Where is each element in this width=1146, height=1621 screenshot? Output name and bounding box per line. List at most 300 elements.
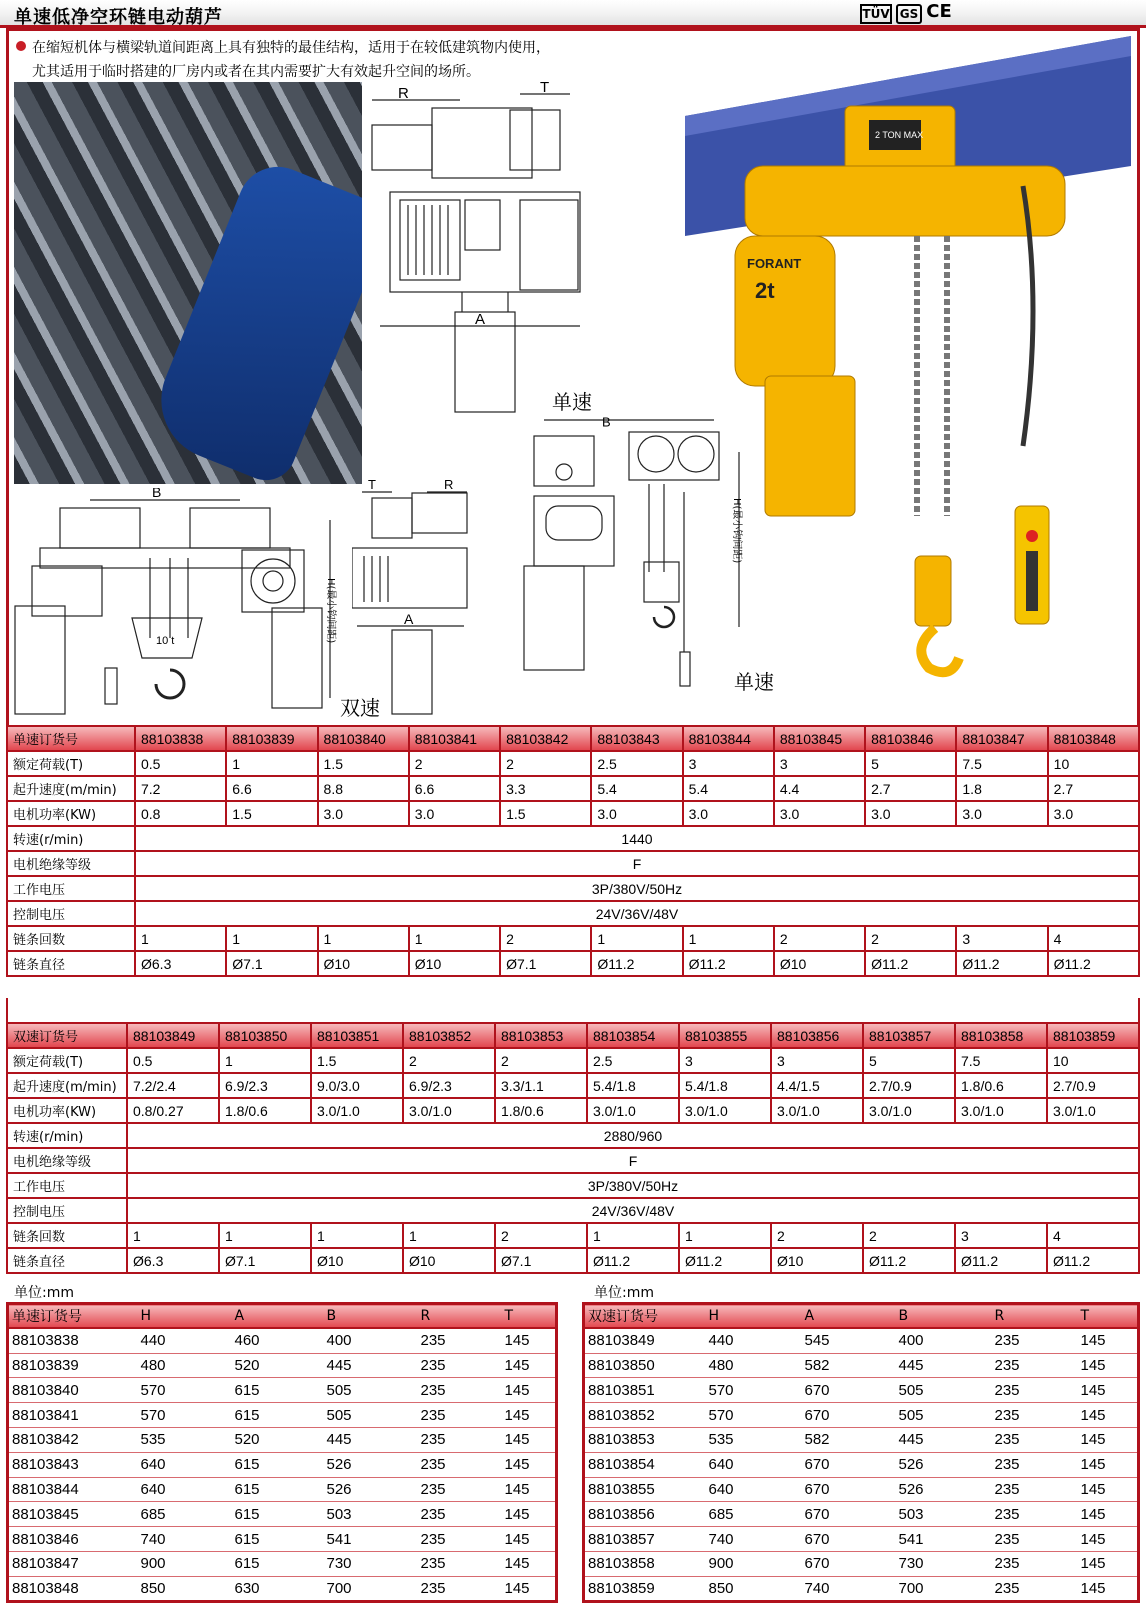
table-cell: 1: [679, 1223, 771, 1248]
row-label: 工作电压: [7, 1173, 127, 1198]
table-cell: 3.0: [409, 801, 500, 826]
row-label: 起升速度(m/min): [7, 1073, 127, 1098]
dim-label-h-left: H(最小钩间距): [325, 578, 336, 644]
table-cell: 570: [138, 1378, 232, 1403]
table-row: [7, 1223, 1139, 1248]
table-cell: Ø10: [403, 1248, 495, 1273]
table-cell: Ø11.2: [679, 1248, 771, 1273]
table-cell: 1.5: [318, 751, 409, 776]
table-cell: 445: [896, 1427, 992, 1452]
dim-label-r-mid: R: [444, 478, 454, 492]
table-row: [7, 826, 1139, 851]
table-cell: 460: [232, 1328, 324, 1353]
row-label: 转速(r/min): [7, 1123, 127, 1148]
single-speed-spec-table: [6, 725, 1140, 977]
table-row: [584, 1551, 1139, 1576]
table-cell: Ø7.1: [219, 1248, 311, 1273]
table-row: [584, 1477, 1139, 1502]
table-cell: 8.8: [318, 776, 409, 801]
table-cell: 3.0: [683, 801, 774, 826]
table-cell: 440: [706, 1328, 802, 1353]
table-cell: 670: [802, 1477, 896, 1502]
table-cell: 2: [495, 1223, 587, 1248]
table-cell: 6.9/2.3: [219, 1073, 311, 1098]
table-cell: 88103838: [135, 726, 226, 751]
table-cell: 88103838: [8, 1328, 138, 1353]
column-header: R: [992, 1304, 1078, 1329]
table-cell: 2: [495, 1048, 587, 1073]
table-cell: 730: [896, 1551, 992, 1576]
table-cell: 4.4/1.5: [771, 1073, 863, 1098]
table-cell: 505: [896, 1378, 992, 1403]
table-row: [7, 801, 1139, 826]
table-cell: Ø10: [774, 951, 865, 976]
table-row: [584, 1427, 1139, 1452]
table-cell: 235: [418, 1477, 502, 1502]
table-cell: 235: [418, 1353, 502, 1378]
table-cell: 145: [502, 1527, 557, 1552]
table-cell: 235: [992, 1551, 1078, 1576]
table-cell: 7.5: [955, 1048, 1047, 1073]
bullet-icon: [16, 41, 26, 51]
table-cell: 5: [865, 751, 956, 776]
table-cell: 1.5: [226, 801, 317, 826]
table-cell: 5.4: [591, 776, 682, 801]
table-cell: 88103846: [865, 726, 956, 751]
table-cell: 88103849: [127, 1023, 219, 1048]
table-cell: F: [135, 851, 1139, 876]
table-cell: 3.3/1.1: [495, 1073, 587, 1098]
table-cell: 3.0/1.0: [311, 1098, 403, 1123]
table-cell: 0.8: [135, 801, 226, 826]
single-speed-dimension-table: [6, 1302, 558, 1603]
table-cell: 526: [324, 1477, 418, 1502]
table-cell: 235: [418, 1328, 502, 1353]
hoist-product-image: [685, 36, 1131, 696]
table-cell: 88103840: [8, 1378, 138, 1403]
table-cell: 145: [1078, 1403, 1139, 1428]
dim-label-b-left: B: [152, 488, 162, 500]
table-row: [8, 1452, 557, 1477]
table-cell: 88103839: [8, 1353, 138, 1378]
column-header: B: [324, 1304, 418, 1329]
table-cell: 1: [219, 1048, 311, 1073]
column-header: 双速订货号: [584, 1304, 706, 1329]
table-cell: Ø11.2: [591, 951, 682, 976]
row-label: 链条回数: [7, 1223, 127, 1248]
table-cell: 740: [138, 1527, 232, 1552]
table-cell: 145: [502, 1427, 557, 1452]
table-cell: 88103854: [587, 1023, 679, 1048]
row-label: 额定荷载(T): [7, 1048, 127, 1073]
row-label: 电机绝缘等级: [7, 851, 135, 876]
table-cell: 145: [1078, 1551, 1139, 1576]
dim-label-b-right: B: [602, 414, 611, 430]
table-cell: 850: [138, 1576, 232, 1601]
table-cell: 235: [418, 1427, 502, 1452]
table-cell: 145: [1078, 1427, 1139, 1452]
row-label: 工作电压: [7, 876, 135, 901]
table-cell: 670: [802, 1378, 896, 1403]
table-cell: 520: [232, 1353, 324, 1378]
row-label: 控制电压: [7, 1198, 127, 1223]
table-cell: 88103848: [1048, 726, 1139, 751]
table-cell: 3.0/1.0: [863, 1098, 955, 1123]
table-cell: 88103844: [8, 1477, 138, 1502]
table-cell: 145: [1078, 1502, 1139, 1527]
table-cell: 88103849: [584, 1328, 706, 1353]
double-speed-drawing: [10, 488, 350, 720]
table-row: [584, 1576, 1139, 1601]
table-cell: 640: [138, 1477, 232, 1502]
page-title: 单速低净空环链电动葫芦: [14, 7, 223, 28]
dim-label-h-right: H(最小钩间距): [731, 498, 742, 564]
table-row: [7, 1173, 1139, 1198]
table-cell: 145: [502, 1403, 557, 1428]
table-row: [7, 751, 1139, 776]
table-cell: 0.5: [135, 751, 226, 776]
table-cell: 505: [324, 1403, 418, 1428]
column-header: R: [418, 1304, 502, 1329]
table-cell: 1: [683, 926, 774, 951]
table-cell: 88103842: [500, 726, 591, 751]
table-row: [8, 1328, 557, 1353]
table-row: [7, 1023, 1139, 1048]
table-cell: 1: [226, 926, 317, 951]
table-row: [7, 876, 1139, 901]
table-cell: 900: [706, 1551, 802, 1576]
table-cell: 235: [418, 1527, 502, 1552]
table-cell: 0.8/0.27: [127, 1098, 219, 1123]
row-label: 控制电压: [7, 901, 135, 926]
table-cell: Ø11.2: [865, 951, 956, 976]
table-cell: 3: [956, 926, 1047, 951]
row-label: 转速(r/min): [7, 826, 135, 851]
table-cell: 88103858: [584, 1551, 706, 1576]
table-cell: 505: [896, 1403, 992, 1428]
worker-figure: [143, 155, 362, 484]
table-cell: 235: [418, 1403, 502, 1428]
table-cell: 2: [403, 1048, 495, 1073]
table-cell: 235: [418, 1502, 502, 1527]
table-cell: 88103859: [584, 1576, 706, 1601]
table-cell: 88103850: [219, 1023, 311, 1048]
table-cell: 88103850: [584, 1353, 706, 1378]
table-cell: 235: [992, 1427, 1078, 1452]
table-cell: 235: [418, 1452, 502, 1477]
table-row: [8, 1353, 557, 1378]
table-cell: 6.9/2.3: [403, 1073, 495, 1098]
intro-line-1: 在缩短机体与横梁轨道间距离上具有独特的最佳结构，适用于在较低建筑物内使用，: [32, 40, 550, 56]
row-label: 链条直径: [7, 951, 135, 976]
table-cell: Ø11.2: [587, 1248, 679, 1273]
table-cell: 740: [802, 1576, 896, 1601]
table-cell: 1.8/0.6: [495, 1098, 587, 1123]
table-cell: 2.5: [587, 1048, 679, 1073]
table-cell: 3: [683, 751, 774, 776]
double-speed-spec-table: [6, 1022, 1140, 1274]
double-speed-caption: 双速: [340, 696, 380, 720]
table-cell: 670: [802, 1502, 896, 1527]
table-cell: 615: [232, 1551, 324, 1576]
table-cell: 145: [502, 1452, 557, 1477]
table-cell: 615: [232, 1378, 324, 1403]
table-cell: 1: [403, 1223, 495, 1248]
table-row: [584, 1378, 1139, 1403]
table-cell: 440: [138, 1328, 232, 1353]
table-row: [8, 1378, 557, 1403]
table-cell: 88103856: [771, 1023, 863, 1048]
table-cell: 235: [992, 1353, 1078, 1378]
dim-label-a-mid: A: [404, 611, 414, 627]
table-cell: Ø11.2: [1048, 951, 1139, 976]
gs-logo: GS: [896, 4, 922, 24]
table-cell: 145: [1078, 1353, 1139, 1378]
table-cell: Ø7.1: [500, 951, 591, 976]
table-cell: 88103841: [8, 1403, 138, 1428]
table-cell: 88103839: [226, 726, 317, 751]
table-cell: 0.5: [127, 1048, 219, 1073]
table-cell: 24V/36V/48V: [127, 1198, 1139, 1223]
table-cell: Ø11.2: [956, 951, 1047, 976]
table-cell: Ø7.1: [226, 951, 317, 976]
table-cell: 570: [706, 1378, 802, 1403]
table-cell: F: [127, 1148, 1139, 1173]
table-cell: 535: [706, 1427, 802, 1452]
table-cell: Ø10: [771, 1248, 863, 1273]
table-cell: 235: [992, 1403, 1078, 1428]
table-cell: 2: [500, 751, 591, 776]
table-cell: 400: [324, 1328, 418, 1353]
table-cell: 4: [1047, 1223, 1139, 1248]
table-row: [8, 1576, 557, 1601]
table-row: [8, 1502, 557, 1527]
table-cell: 685: [706, 1502, 802, 1527]
table-cell: 3.0: [591, 801, 682, 826]
table-cell: 526: [896, 1477, 992, 1502]
table-cell: 3P/380V/50Hz: [127, 1173, 1139, 1198]
table-cell: 88103846: [8, 1527, 138, 1552]
table-cell: 3.0: [774, 801, 865, 826]
table-row: [7, 1248, 1139, 1273]
row-label: 链条直径: [7, 1248, 127, 1273]
table-cell: 3.0/1.0: [587, 1098, 679, 1123]
table-cell: 88103847: [956, 726, 1047, 751]
table-cell: 145: [1078, 1452, 1139, 1477]
table-cell: 145: [1078, 1378, 1139, 1403]
ce-logo: CE: [926, 1, 952, 22]
table-cell: 145: [502, 1477, 557, 1502]
table-cell: 1.5: [311, 1048, 403, 1073]
table-cell: 700: [324, 1576, 418, 1601]
table-cell: 2.7/0.9: [863, 1073, 955, 1098]
title-bar: [0, 0, 1146, 28]
table-cell: 145: [1078, 1477, 1139, 1502]
row-label: 电机功率(KW): [7, 801, 135, 826]
table-cell: 7.5: [956, 751, 1047, 776]
table-cell: 4.4: [774, 776, 865, 801]
table-cell: 535: [138, 1427, 232, 1452]
table-cell: 503: [324, 1502, 418, 1527]
unit-label-single: 单位:mm: [14, 1285, 74, 1301]
table-cell: 88103853: [495, 1023, 587, 1048]
table-row: [7, 726, 1139, 751]
table-cell: Ø6.3: [135, 951, 226, 976]
table-cell: 3: [771, 1048, 863, 1073]
table-cell: 2.5: [591, 751, 682, 776]
table-cell: 2.7: [865, 776, 956, 801]
table-cell: 235: [992, 1328, 1078, 1353]
table-cell: 1.8/0.6: [955, 1073, 1047, 1098]
table-cell: 3.0/1.0: [679, 1098, 771, 1123]
table-cell: 88103851: [311, 1023, 403, 1048]
table-cell: 5.4: [683, 776, 774, 801]
column-header: T: [502, 1304, 557, 1329]
column-header: 单速订货号: [8, 1304, 138, 1329]
table-cell: 2.7: [1048, 776, 1139, 801]
table-header-row: [584, 1304, 1139, 1329]
single-speed-caption-top: 单速: [552, 390, 592, 414]
load-label: 10 t: [156, 635, 175, 647]
table-cell: 235: [992, 1477, 1078, 1502]
table-cell: 480: [138, 1353, 232, 1378]
intro-line-2: 尤其适用于临时搭建的厂房内或者在其内需要扩大有效起升空间的场所。: [32, 64, 480, 80]
table-cell: 2: [771, 1223, 863, 1248]
table-cell: 541: [324, 1527, 418, 1552]
table-row: [584, 1527, 1139, 1552]
table-cell: 145: [1078, 1527, 1139, 1552]
table-cell: 88103848: [8, 1576, 138, 1601]
table-cell: 685: [138, 1502, 232, 1527]
table-cell: 88103854: [584, 1452, 706, 1477]
table-cell: 2: [500, 926, 591, 951]
table-cell: 145: [502, 1576, 557, 1601]
table-cell: 5.4/1.8: [679, 1073, 771, 1098]
table-row: [7, 1098, 1139, 1123]
table-row: [7, 1048, 1139, 1073]
table-cell: 5.4/1.8: [587, 1073, 679, 1098]
table-cell: 1: [591, 926, 682, 951]
table-row: [584, 1403, 1139, 1428]
table-row: [7, 951, 1139, 976]
table-cell: 88103843: [8, 1452, 138, 1477]
table-cell: 850: [706, 1576, 802, 1601]
row-label: 额定荷载(T): [7, 751, 135, 776]
table-cell: 545: [802, 1328, 896, 1353]
table-cell: 640: [706, 1452, 802, 1477]
worker-photo: [14, 82, 362, 484]
table-cell: Ø7.1: [495, 1248, 587, 1273]
row-label: 电机功率(KW): [7, 1098, 127, 1123]
table-cell: 640: [706, 1477, 802, 1502]
table-cell: 88103855: [584, 1477, 706, 1502]
table-cell: 570: [138, 1403, 232, 1428]
table-cell: Ø10: [311, 1248, 403, 1273]
table-row: [584, 1353, 1139, 1378]
table-cell: 145: [502, 1328, 557, 1353]
table-row: [8, 1403, 557, 1428]
double-code-header: 双速订货号: [7, 1023, 127, 1048]
table-cell: 88103853: [584, 1427, 706, 1452]
table-cell: 145: [502, 1353, 557, 1378]
table-cell: 541: [896, 1527, 992, 1552]
table-row: [7, 901, 1139, 926]
table-cell: Ø11.2: [1047, 1248, 1139, 1273]
table-cell: 615: [232, 1527, 324, 1552]
dim-label-t: T: [540, 80, 550, 96]
table-cell: 2: [863, 1223, 955, 1248]
table-cell: 1: [226, 751, 317, 776]
table-cell: 480: [706, 1353, 802, 1378]
table-cell: 10: [1047, 1048, 1139, 1073]
table-cell: 235: [418, 1576, 502, 1601]
table-cell: 2: [774, 926, 865, 951]
table-cell: 2: [409, 751, 500, 776]
table-cell: 5: [863, 1048, 955, 1073]
table-cell: 526: [324, 1452, 418, 1477]
table-cell: 88103852: [403, 1023, 495, 1048]
table-cell: 88103843: [591, 726, 682, 751]
table-cell: 6.6: [409, 776, 500, 801]
table-cell: 3.0/1.0: [771, 1098, 863, 1123]
table-row: [7, 1123, 1139, 1148]
table-cell: Ø11.2: [863, 1248, 955, 1273]
table-cell: 88103847: [8, 1551, 138, 1576]
table-cell: 88103842: [8, 1427, 138, 1452]
column-header: T: [1078, 1304, 1139, 1329]
table-cell: 740: [706, 1527, 802, 1552]
dim-label-t-mid: T: [368, 478, 376, 492]
table-cell: 2.7/0.9: [1047, 1073, 1139, 1098]
table-cell: 235: [992, 1502, 1078, 1527]
table-cell: 235: [992, 1378, 1078, 1403]
table-cell: 445: [896, 1353, 992, 1378]
unit-label-double: 单位:mm: [594, 1285, 654, 1301]
single-speed-caption-right: 单速: [734, 670, 774, 694]
table-row: [7, 926, 1139, 951]
table-row: [7, 1073, 1139, 1098]
table-cell: 445: [324, 1353, 418, 1378]
row-label: 起升速度(m/min): [7, 776, 135, 801]
table-cell: 3.0: [318, 801, 409, 826]
table-cell: 88103840: [318, 726, 409, 751]
table-cell: 88103859: [1047, 1023, 1139, 1048]
table-cell: 3P/380V/50Hz: [135, 876, 1139, 901]
table-row: [584, 1452, 1139, 1477]
table-cell: 88103851: [584, 1378, 706, 1403]
row-label: 链条回数: [7, 926, 135, 951]
table-row: [584, 1502, 1139, 1527]
table-cell: 3.0/1.0: [955, 1098, 1047, 1123]
column-header: A: [802, 1304, 896, 1329]
table-cell: 235: [992, 1452, 1078, 1477]
table-cell: 2880/960: [127, 1123, 1139, 1148]
table-cell: 1: [409, 926, 500, 951]
table-cell: 503: [896, 1502, 992, 1527]
table-row: [7, 851, 1139, 876]
table-cell: 900: [138, 1551, 232, 1576]
table-cell: Ø6.3: [127, 1248, 219, 1273]
table-cell: 670: [802, 1551, 896, 1576]
table-cell: 1: [318, 926, 409, 951]
table-cell: Ø11.2: [683, 951, 774, 976]
table-row: [7, 776, 1139, 801]
double-speed-dimension-table: [582, 1302, 1140, 1603]
table-cell: 1: [219, 1223, 311, 1248]
table-cell: 400: [896, 1328, 992, 1353]
table-cell: 88103841: [409, 726, 500, 751]
table-cell: 520: [232, 1427, 324, 1452]
